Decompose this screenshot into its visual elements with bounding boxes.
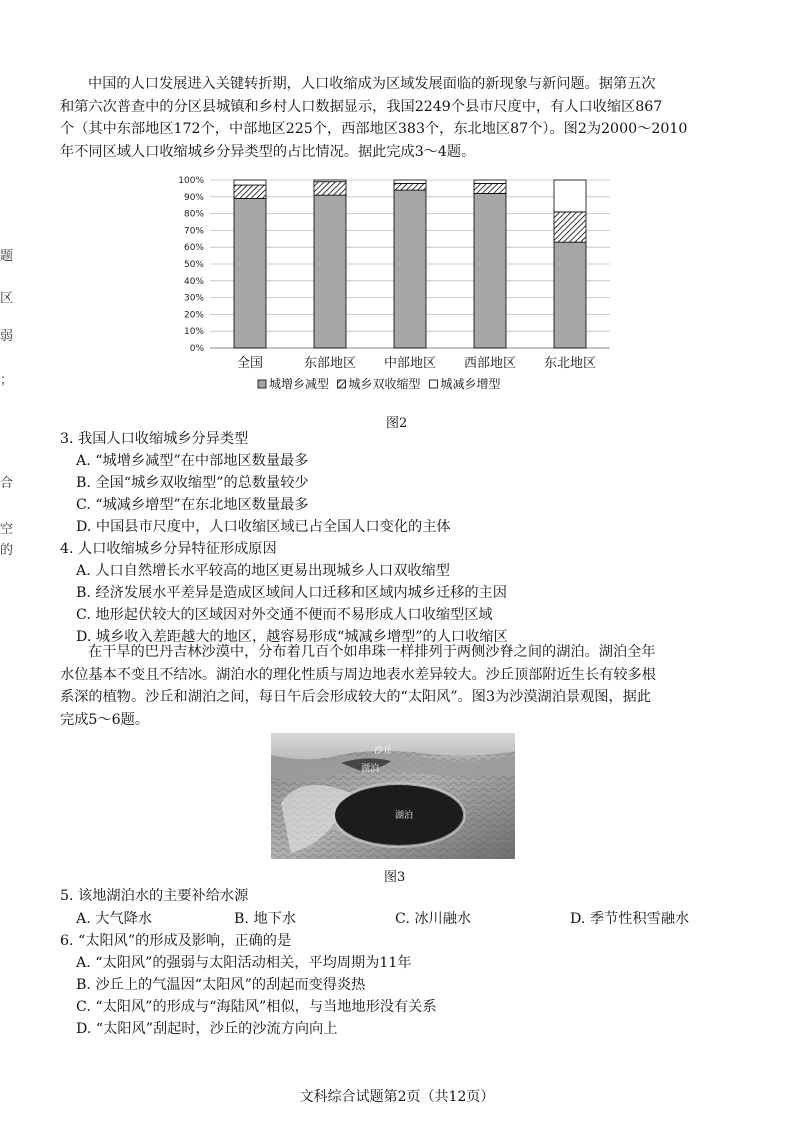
intro2-line: 系深的植物。沙丘和湖泊之间，每日午后会形成较大的“太阳风”。图3为沙漠湖泊景观图，据此 (60, 689, 652, 705)
margin-char: 空 (0, 522, 14, 537)
intro-line: 个（其中东部地区172个，中部地区225个，西部地区383个，东北地区87个）。图2为2000～2010 (60, 121, 688, 137)
margin-char: 弱 (0, 329, 14, 344)
question-6-option: D. “太阳风”刮起时，沙丘的沙流方向向上 (76, 1021, 338, 1037)
x-tick-label: 西部地区 (463, 356, 517, 371)
intro-line: 和第六次普查中的分区县城镇和乡村人口数据显示，我国2249个县市尺度中，有人口收缩区867 (60, 98, 663, 115)
bar-segment (554, 212, 586, 242)
bar-segment (234, 185, 266, 198)
legend-label: 城乡双收缩型 (348, 377, 421, 391)
question-3-option: D. 中国县市尺度中，人口收缩区域已占全国人口变化的主体 (76, 519, 451, 535)
legend-label: 城增乡减型 (269, 377, 330, 391)
photo-label: 沙丘 (374, 746, 393, 756)
photo-label: 湖泊 (361, 764, 380, 774)
question-4-stem: 4. 人口收缩城乡分异特征形成原因 (60, 541, 277, 557)
x-tick-label: 中部地区 (383, 356, 437, 371)
question-6-option: B. 沙丘上的气温因“太阳风”的刮起而变得炎热 (76, 977, 366, 993)
y-tick-label: 80% (183, 209, 204, 220)
margin-char: 的 (0, 543, 14, 558)
question-3-stem: 3. 我国人口收缩城乡分异类型 (60, 431, 249, 447)
legend-swatch (258, 380, 266, 388)
figure-3-caption: 图3 (384, 870, 406, 885)
question-6-stem: 6. “太阳风”的形成及影响，正确的是 (60, 933, 292, 949)
bar-segment (314, 195, 346, 348)
y-tick-label: 100% (178, 176, 204, 186)
question-5-option: D. 季节性积雪融水 (570, 911, 690, 927)
y-tick-label: 60% (183, 243, 204, 254)
figure-2-caption: 图2 (386, 416, 408, 431)
intro2-line: 在干旱的巴丹吉林沙漠中，分布着几百个如串珠一样排列于两侧沙脊之间的湖泊。湖泊全年 (88, 644, 656, 660)
x-tick-label: 东北地区 (543, 356, 597, 371)
bar-segment (394, 183, 426, 190)
bar-segment (394, 180, 426, 183)
bar-segment (314, 182, 346, 195)
question-4-option: B. 经济发展水平差异是造成区域间人口迁移和区域内城乡迁移的主因 (76, 585, 507, 601)
bar-segment (474, 183, 506, 193)
margin-char: 区 (0, 291, 14, 306)
margin-char: 题 (0, 249, 14, 264)
y-tick-label: 50% (183, 260, 204, 270)
question-4-option: C. 地形起伏较大的区域因对外交通不便而不易形成人口收缩型区域 (76, 607, 493, 623)
margin-char: 合 (0, 476, 14, 491)
figure-2-chart (160, 170, 620, 405)
question-3-option: C. “城减乡增型”在东北地区数量最多 (76, 497, 309, 513)
y-tick-label: 20% (183, 310, 204, 321)
bar-segment (474, 180, 506, 183)
margin-char: ； (0, 373, 14, 388)
question-5-option: B. 地下水 (234, 911, 297, 927)
x-tick-label: 东部地区 (303, 356, 357, 371)
intro-line: 年不同区域人口收缩城乡分异类型的占比情况。据此完成3～4题。 (60, 143, 476, 160)
photo-label: 湖泊 (395, 811, 414, 821)
bar-segment (394, 190, 426, 348)
question-5-option: C. 冰川融水 (395, 911, 472, 927)
question-3-option: A. “城增乡减型”在中部地区数量最多 (76, 453, 309, 469)
page-footer: 文科综合试题第2页（共12页） (299, 1089, 495, 1105)
bar-segment (234, 198, 266, 348)
y-tick-label: 0% (189, 344, 204, 354)
intro-paragraph (60, 73, 736, 163)
x-tick-label: 全国 (236, 356, 264, 371)
question-5-stem: 5. 该地湖泊水的主要补给水源 (60, 888, 249, 904)
y-tick-label: 40% (183, 276, 204, 287)
bar-segment (554, 242, 586, 348)
bar-segment (554, 180, 586, 212)
question-4-option: D. 城乡收入差距越大的地区，越容易形成“城减乡增型”的人口收缩区 (76, 629, 508, 645)
intro-paragraph-2 (60, 641, 736, 731)
y-tick-label: 90% (183, 192, 204, 203)
legend-swatch (338, 380, 346, 388)
bar-segment (234, 180, 266, 185)
question-4-option: A. 人口自然增长水平较高的地区更易出现城乡人口双收缩型 (76, 563, 450, 579)
intro2-line: 完成5～6题。 (60, 711, 149, 728)
question-6-option: A. “太阳风”的强弱与太阳活动相关，平均周期为11年 (76, 955, 412, 971)
legend-swatch (430, 380, 438, 388)
bar-segment (474, 193, 506, 348)
question-3-option: B. 全国“城乡双收缩型”的总数量较少 (76, 475, 309, 491)
question-6-option: C. “太阳风”的形成与“海陆风”相似，与当地地形没有关系 (76, 999, 437, 1015)
bar-segment (314, 180, 346, 182)
question-5-option: A. 大气降水 (76, 911, 153, 927)
desert-lake-photo (271, 733, 515, 859)
y-tick-label: 30% (183, 293, 204, 304)
intro2-line: 水位基本不变且不结冰。湖泊水的理化性质与周边地表水差异较大。沙丘顶部附近生长有较多根 (60, 666, 656, 683)
y-tick-label: 70% (183, 226, 204, 237)
y-tick-label: 10% (183, 327, 204, 338)
legend-label: 城减乡增型 (440, 377, 501, 391)
intro-line: 中国的人口发展进入关键转折期，人口收缩成为区域发展面临的新现象与新问题。据第五次 (88, 76, 656, 92)
